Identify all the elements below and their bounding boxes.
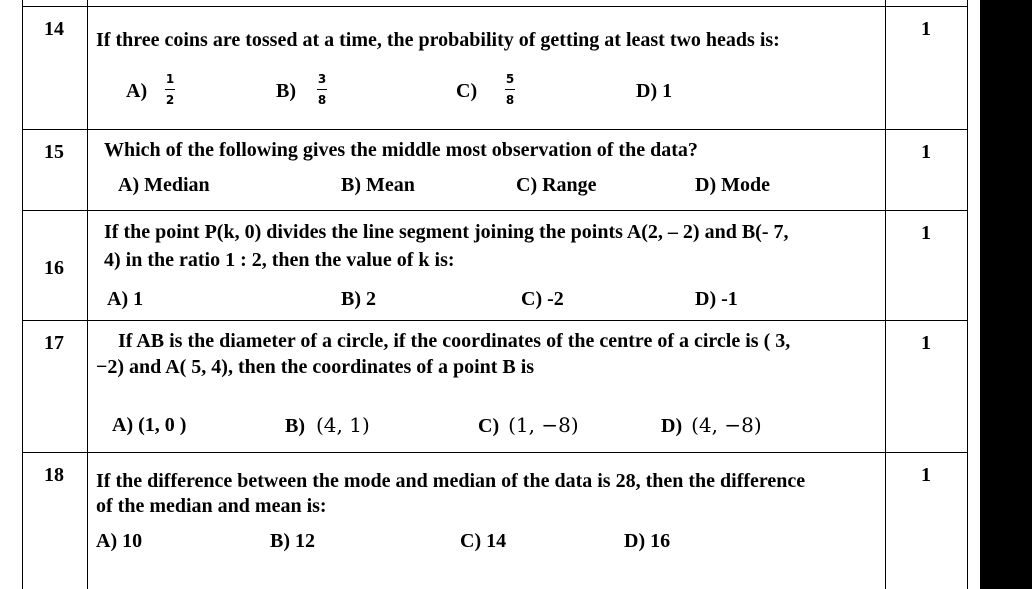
fraction-numerator: 3 xyxy=(317,72,327,86)
fraction-denominator: 8 xyxy=(317,93,327,107)
row-border xyxy=(22,452,968,453)
question-text-line-1: If the point P(k, 0) divides the line segment joining the points A(2, – 2) and B(- 7, xyxy=(104,221,789,243)
option-b-fraction xyxy=(317,72,327,107)
question-text-line-1: If the difference between the mode and median of the data is 28, then the difference xyxy=(96,470,806,492)
column-border xyxy=(87,0,88,589)
option-b-label: B) xyxy=(276,80,296,102)
option-a: A) 10 xyxy=(96,530,143,552)
option-d: D) 1 xyxy=(636,80,673,102)
fraction-denominator: 8 xyxy=(505,93,515,107)
question-number: 15 xyxy=(44,141,64,163)
option-d: D) Mode xyxy=(695,174,770,196)
option-c: C) -2 xyxy=(521,288,564,310)
option-d-value: (4, −8) xyxy=(691,413,762,437)
column-border xyxy=(885,0,886,589)
marks-value: 1 xyxy=(921,18,931,40)
option-d: D) -1 xyxy=(695,288,738,310)
option-b: B) 2 xyxy=(341,288,376,310)
marks-value: 1 xyxy=(921,141,931,163)
fraction-numerator: 5 xyxy=(505,72,515,86)
row-border xyxy=(22,129,968,130)
option-c-label: C) xyxy=(478,415,500,437)
question-number: 16 xyxy=(44,257,64,279)
fraction-denominator: 2 xyxy=(165,93,175,107)
fraction-bar xyxy=(317,89,327,90)
marks-value: 1 xyxy=(921,332,931,354)
question-text: Which of the following gives the middle most observation of the data? xyxy=(104,139,698,161)
option-c xyxy=(478,412,579,439)
question-text-line-2: −2) and A( 5, 4), then the coordinates of a point B is xyxy=(96,356,535,378)
column-border xyxy=(967,0,968,589)
option-b-label: B) xyxy=(285,415,305,437)
right-dark-panel xyxy=(980,0,1032,589)
row-border xyxy=(22,320,968,321)
question-number: 18 xyxy=(44,464,64,486)
fraction-numerator: 1 xyxy=(165,72,175,86)
option-b: B) 12 xyxy=(270,530,315,552)
question-text-line-1: If AB is the diameter of a circle, if the coordinates of the centre of a circle is ( 3, xyxy=(118,330,791,352)
option-a: A) 1 xyxy=(107,288,144,310)
option-c-fraction xyxy=(505,72,515,107)
option-c: C) 14 xyxy=(460,530,507,552)
column-border xyxy=(22,0,23,589)
marks-value: 1 xyxy=(921,464,931,486)
option-a: A) Median xyxy=(118,174,210,196)
option-a-label: A) xyxy=(126,80,148,102)
fraction-bar xyxy=(165,89,175,90)
row-border xyxy=(22,210,968,211)
option-a: A) (1, 0 ) xyxy=(112,414,187,436)
row-border xyxy=(22,6,968,7)
option-d xyxy=(661,412,762,439)
question-number: 14 xyxy=(44,18,64,40)
question-text-line-2: of the median and mean is: xyxy=(96,495,327,517)
option-a-fraction xyxy=(165,72,175,107)
option-b-value: (4, 1) xyxy=(316,413,370,437)
option-d-label: D) xyxy=(661,415,683,437)
question-table xyxy=(22,0,968,589)
option-c-value: (1, −8) xyxy=(508,413,579,437)
question-text: If three coins are tossed at a time, the probability of getting at least two heads is: xyxy=(96,29,780,51)
option-d: D) 16 xyxy=(624,530,671,552)
option-c-label: C) xyxy=(456,80,478,102)
question-text-line-2: 4) in the ratio 1 : 2, then the value of k is: xyxy=(104,249,455,271)
question-number: 17 xyxy=(44,332,64,354)
fraction-bar xyxy=(505,89,515,90)
option-b xyxy=(285,412,370,439)
marks-value: 1 xyxy=(921,222,931,244)
option-b: B) Mean xyxy=(341,174,415,196)
option-c: C) Range xyxy=(516,174,597,196)
